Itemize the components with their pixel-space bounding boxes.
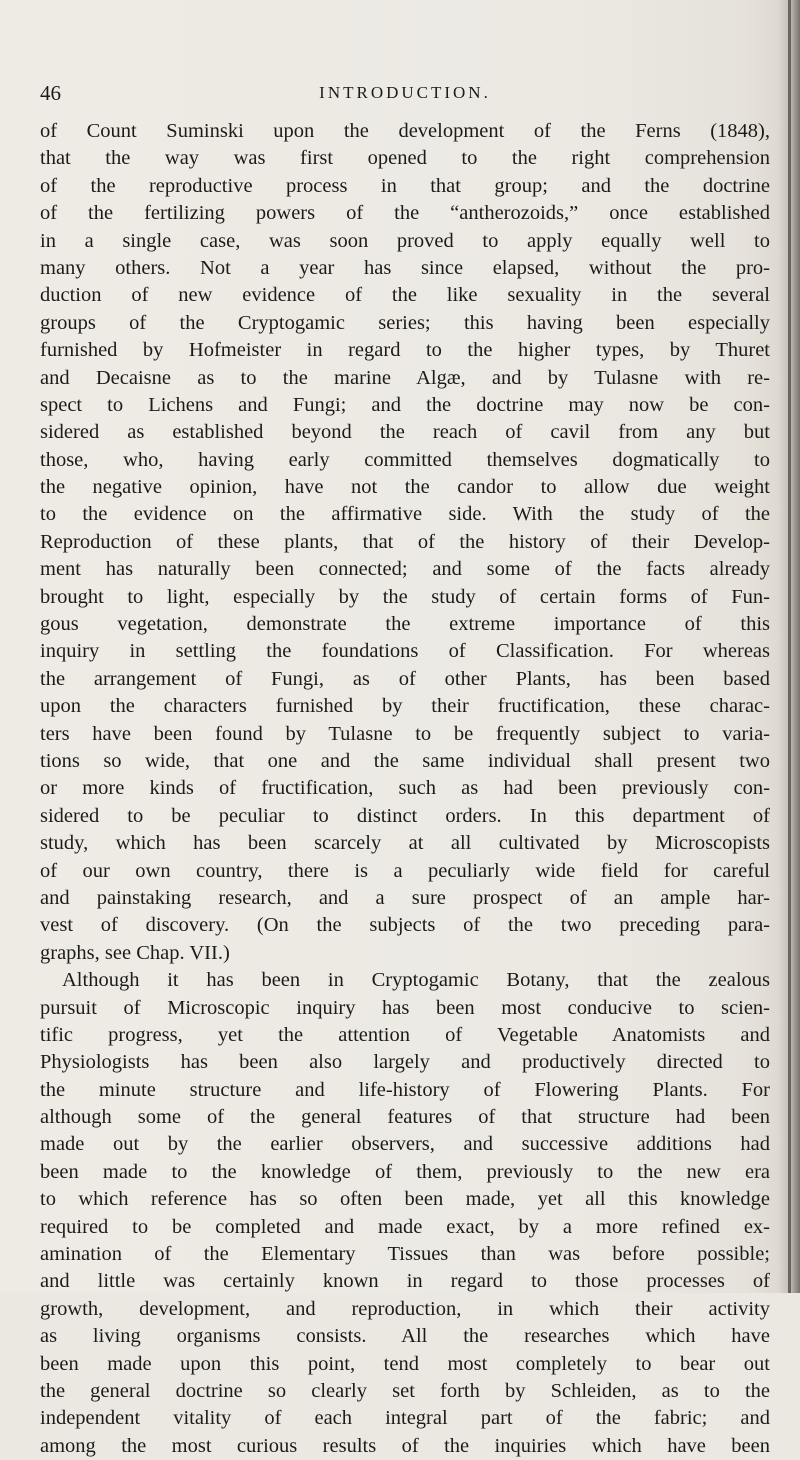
text-line: sidered to be peculiar to distinct orders. In this department of bbox=[40, 804, 770, 827]
text-line: study, which has been scarcely at all cultivated by Microscopists bbox=[40, 832, 770, 855]
text-line: the general doctrine so clearly set forth by Schleiden, as to the bbox=[40, 1379, 770, 1402]
text-line: many others. Not a year has since elapsed, without the pro- bbox=[40, 256, 770, 279]
text-line: tions so wide, that one and the same individual shall present two bbox=[40, 749, 770, 772]
page-number: 46 bbox=[40, 81, 61, 105]
text-line: ment has naturally been connected; and some of the facts already bbox=[40, 558, 770, 581]
text-line: and Decaisne as to the marine Algæ, and by Tulasne with re- bbox=[40, 366, 770, 389]
running-title: INTRODUCTION. bbox=[319, 83, 491, 102]
text-line: in a single case, was soon proved to apply equally well to bbox=[40, 229, 770, 252]
text-line: groups of the Cryptogamic series; this having been especially bbox=[40, 311, 770, 334]
text-line: of our own country, there is a peculiarly wide field for careful bbox=[40, 859, 770, 882]
text-line: inquiry in settling the foundations of Classification. For whereas bbox=[40, 640, 770, 663]
text-line: the arrangement of Fungi, as of other Plants, has been based bbox=[40, 667, 770, 690]
text-line: or more kinds of fructification, such as had been previously con- bbox=[40, 777, 770, 800]
text-line: been made to the knowledge of them, previously to the new era bbox=[40, 1160, 770, 1183]
text-line: the minute structure and life-history of Flowering Plants. For bbox=[40, 1078, 770, 1101]
text-line: to which reference has so often been made, yet all this knowledge bbox=[40, 1188, 770, 1211]
text-line: of the fertilizing powers of the “antherozoids,” once established bbox=[40, 202, 770, 225]
text-line: tific progress, yet the attention of Vegetable Anatomists and bbox=[40, 1023, 770, 1046]
text-line: Physiologists has been also largely and productively directed to bbox=[40, 1051, 770, 1074]
text-line: amination of the Elementary Tissues than was before possible; bbox=[40, 1243, 770, 1266]
text-line: and little was certainly known in regard to those processes of bbox=[40, 1270, 770, 1293]
text-line: upon the characters furnished by their fructification, these charac- bbox=[40, 695, 770, 718]
text-line: graphs, see Chap. VII.) bbox=[40, 941, 230, 964]
text-line: spect to Lichens and Fungi; and the doctrine may now be con- bbox=[40, 393, 770, 416]
text-line: ters have been found by Tulasne to be frequently subject to varia- bbox=[40, 722, 770, 745]
text-line: Reproduction of these plants, that of the history of their Develop- bbox=[40, 530, 770, 553]
text-line: required to be completed and made exact, by a more refined ex- bbox=[40, 1215, 770, 1238]
text-line: the negative opinion, have not the candor to allow due weight bbox=[40, 476, 770, 499]
page-edge bbox=[788, 0, 791, 1293]
text-line: vest of discovery. (On the subjects of the two preceding para- bbox=[40, 914, 770, 937]
text-line: among the most curious results of the inquiries which have been bbox=[40, 1434, 770, 1457]
text-line: duction of new evidence of the like sexuality in the several bbox=[40, 284, 770, 307]
text-line: although some of the general features of that structure had been bbox=[40, 1106, 770, 1129]
text-line: as living organisms consists. All the researches which have bbox=[40, 1325, 770, 1348]
text-line: pursuit of Microscopic inquiry has been most conducive to scien- bbox=[40, 996, 770, 1019]
text-line: those, who, having early committed themselves dogmatically to bbox=[40, 448, 770, 471]
text-line: been made upon this point, tend most completely to bear out bbox=[40, 1352, 770, 1375]
text-line: brought to light, especially by the study of certain forms of Fun- bbox=[40, 585, 770, 608]
text-line: sidered as established beyond the reach of cavil from any but bbox=[40, 421, 770, 444]
text-line: gous vegetation, demonstrate the extreme importance of this bbox=[40, 613, 770, 636]
text-line: to the evidence on the affirmative side. With the study of the bbox=[40, 503, 770, 526]
paragraph-start-line: Although it has been in Cryptogamic Botany, that the zealous bbox=[62, 969, 770, 992]
text-line: and painstaking research, and a sure prospect of an ample har- bbox=[40, 886, 770, 909]
body-text bbox=[40, 118, 770, 1460]
text-line: of Count Suminski upon the development of the Ferns (1848), bbox=[40, 120, 770, 142]
text-line: furnished by Hofmeister in regard to the higher types, by Thuret bbox=[40, 339, 770, 362]
text-line: made out by the earlier observers, and successive additions had bbox=[40, 1133, 770, 1156]
running-head bbox=[40, 78, 770, 108]
text-line: of the reproductive process in that group; and the doctrine bbox=[40, 174, 770, 197]
text-line: that the way was first opened to the right comprehension bbox=[40, 147, 770, 170]
text-line: independent vitality of each integral part of the fabric; and bbox=[40, 1407, 770, 1430]
text-line: growth, development, and reproduction, in which their activity bbox=[40, 1297, 770, 1320]
